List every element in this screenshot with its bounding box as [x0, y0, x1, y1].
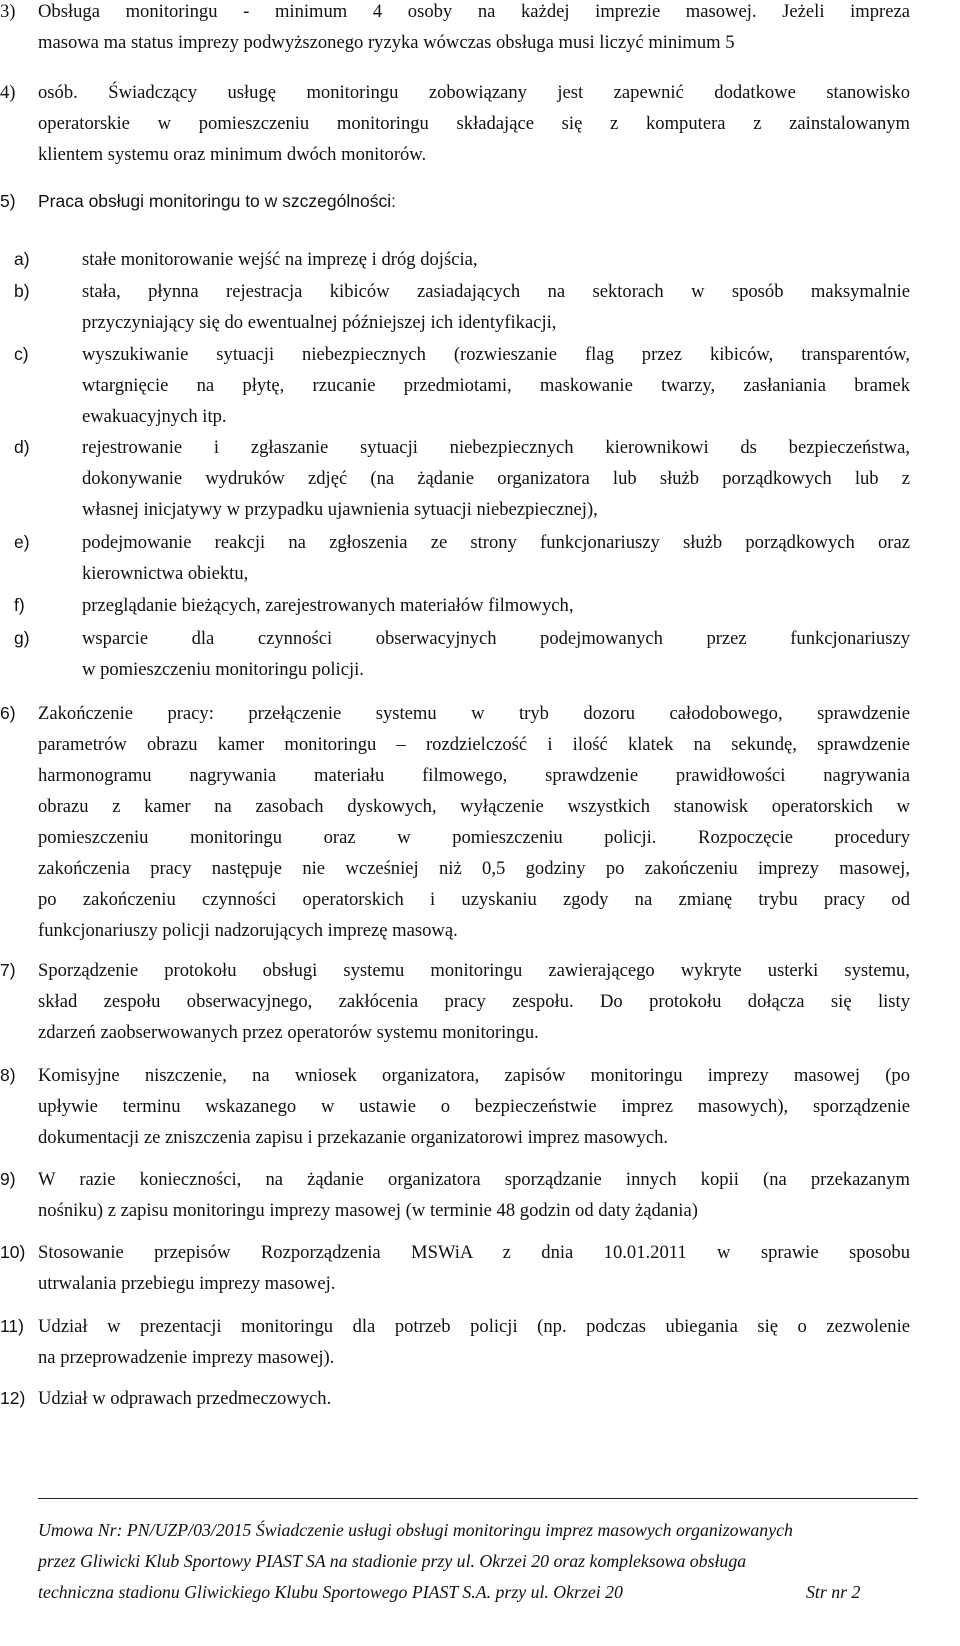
text-line: Zakończenie pracy: przełączenie systemu w tryb dozoru całodobowego, sprawdzenie	[38, 703, 910, 724]
text-line: upływie terminu wskazanego w ustawie o bezpieczeństwie imprez masowych), sporządzenie	[38, 1096, 910, 1117]
text-line: rejestrowanie i zgłaszanie sytuacji niebezpiecznych kierownikowi ds bezpieczeństwa,	[82, 437, 910, 458]
text-line: skład zespołu obserwacyjnego, zakłócenia pracy zespołu. Do protokołu dołącza się listy	[38, 991, 910, 1012]
text-line: Obsługa monitoringu - minimum 4 osoby na każdej imprezie masowej. Jeżeli impreza	[38, 1, 910, 22]
subitem-label-g: g)	[14, 628, 30, 648]
text-line: ewakuacyjnych itp.	[82, 406, 227, 427]
text-line: przyczyniający się do ewentualnej późniejszej ich identyfikacji,	[82, 312, 557, 333]
subitem-label-b: b)	[14, 281, 30, 301]
text-line: wsparcie dla czynności obserwacyjnych podejmowanych przez funkcjonariuszy	[82, 628, 910, 649]
footer-line-2: przez Gliwicki Klub Sportowy PIAST SA na stadionie przy ul. Okrzei 20 oraz kompleksowa obsługa	[38, 1551, 747, 1571]
text-line: dokumentacji ze zniszczenia zapisu i przekazanie organizatorowi imprez masowych.	[38, 1127, 669, 1148]
item-number: 6)	[0, 703, 16, 723]
footer-line-1: Umowa Nr: PN/UZP/03/2015 Świadczenie usługi obsługi monitoringu imprez masowych organizowanych	[38, 1520, 793, 1540]
text-line: osób. Świadczący usługę monitoringu zobowiązany jest zapewnić dodatkowe stanowisko	[38, 82, 910, 103]
text-line: własnej inicjatywy w przypadku ujawnienia sytuacji niebezpiecznej),	[82, 499, 598, 520]
text-line: funkcjonariuszy policji nadzorujących imprezę masową.	[38, 920, 458, 941]
text-line: obrazu z kamer na zasobach dyskowych, wyłączenie wszystkich stanowisk operatorskich w	[38, 796, 910, 817]
page-number: Str nr 2	[806, 1582, 861, 1602]
item-number: 3)	[0, 1, 16, 22]
text-line: stała, płynna rejestracja kibiców zasiadających na sektorach w sposób maksymalnie	[82, 281, 910, 302]
text-line: wyszukiwanie sytuacji niebezpiecznych (rozwieszanie flag przez kibiców, transparentów,	[82, 344, 910, 365]
text-line: Udział w prezentacji monitoringu dla potrzeb policji (np. podczas ubiegania się o zezwolenie	[38, 1316, 910, 1337]
text-line: dokonywanie wydruków zdjęć (na żądanie organizatora lub służb porządkowych lub z	[82, 468, 910, 489]
item-number: 9)	[0, 1169, 16, 1189]
text-line: Udział w odprawach przedmeczowych.	[38, 1388, 332, 1409]
text-line: operatorskie w pomieszczeniu monitoringu składające się z komputera z zainstalowanym	[38, 113, 910, 134]
footer-divider	[38, 1498, 918, 1499]
item-number: 11)	[0, 1316, 24, 1336]
subitem-label-d: d)	[14, 437, 30, 457]
text-line: harmonogramu nagrywania materiału filmowego, sprawdzenie prawidłowości nagrywania	[38, 765, 910, 786]
item-number: 4)	[0, 82, 16, 103]
text-line: klientem systemu oraz minimum dwóch monitorów.	[38, 144, 427, 165]
text-line: po zakończeniu czynności operatorskich i uzyskaniu zgody na zmianę trybu pracy od	[38, 889, 910, 910]
subitem-label-e: e)	[14, 532, 30, 552]
text-line: na przeprowadzenie imprezy masowej).	[38, 1347, 335, 1368]
text-line: wtargnięcie na płytę, rzucanie przedmiotami, maskowanie twarzy, zasłaniania bramek	[82, 375, 910, 396]
text-line: utrwalania przebiegu imprezy masowej.	[38, 1273, 336, 1294]
item-number: 10)	[0, 1242, 26, 1262]
text-line: w pomieszczeniu monitoringu policji.	[82, 659, 364, 680]
text-line: Sporządzenie protokołu obsługi systemu monitoringu zawierającego wykryte usterki systemu,	[38, 960, 910, 981]
text-line: zdarzeń zaobserwowanych przez operatorów systemu monitoringu.	[38, 1022, 539, 1043]
text-line: parametrów obrazu kamer monitoringu – rozdzielczość i ilość klatek na sekundę, sprawdzenie	[38, 734, 910, 755]
text-line: Stosowanie przepisów Rozporządzenia MSWiA z dnia 10.01.2011 w sprawie sposobu	[38, 1242, 910, 1263]
text-line: kierownictwa obiektu,	[82, 563, 249, 584]
text-line: podejmowanie reakcji na zgłoszenia ze strony funkcjonariuszy służb porządkowych oraz	[82, 532, 910, 553]
text-line: zakończenia pracy następuje nie wcześniej niż 0,5 godziny po zakończeniu imprezy masowej,	[38, 858, 910, 879]
text-line: pomieszczeniu monitoringu oraz w pomieszczeniu policji. Rozpoczęcie procedury	[38, 827, 910, 848]
item-number: 12)	[0, 1388, 26, 1408]
item-number: 7)	[0, 960, 16, 980]
item-number: 8)	[0, 1065, 16, 1085]
footer-line-3: techniczna stadionu Gliwickiego Klubu Sportowego PIAST S.A. przy ul. Okrzei 20	[38, 1582, 623, 1602]
subitem-label-a: a)	[14, 249, 30, 269]
text-line: stałe monitorowanie wejść na imprezę i dróg dojścia,	[82, 249, 478, 270]
text-line: Komisyjne niszczenie, na wniosek organizatora, zapisów monitoringu imprezy masowej (po	[38, 1065, 910, 1086]
text-line: masowa ma status imprezy podwyższonego ryzyka wówczas obsługa musi liczyć minimum 5	[38, 32, 735, 53]
text-line: W razie konieczności, na żądanie organizatora sporządzanie innych kopii (na przekazanym	[38, 1169, 910, 1190]
text-line: przeglądanie bieżących, zarejestrowanych materiałów filmowych,	[82, 595, 574, 616]
text-line: nośniku) z zapisu monitoringu imprezy masowej (w terminie 48 godzin od daty żądania)	[38, 1200, 698, 1221]
item-number: 5)	[0, 191, 16, 211]
document-page: 3) Obsługa monitoringu - minimum 4 osoby na każdej imprezie masowej. Jeżeli impreza masowa ma status imprezy podwyższonego ryzyka wówczas obsługa musi liczyć minimum 5 4) osób. Świadczący usługę monitoringu zobowiązany jest zapewnić dodatkowe stanowisko operatorskie w pomieszczeniu monitoringu składające się z komputera z zainstalowanym klientem systemu oraz minimum dwóch monitorów. 5) Praca obsługi monitoringu to w szczególności: a) stałe monitorowanie wejść na imprezę i dróg dojścia, b) stała, płynna rejestracja kibiców zasiadających na sektorach w sposób maksymalnie przyczyniający się do ewentualnej późniejszej ich identyfikacji, c) wyszukiwanie sytuacji niebezpiecznych (rozwieszanie flag przez kibiców, transparentów, wtargnięcie na płytę, rzucanie przedmiotami, maskowanie twarzy, zasłaniania bramek ewakuacyjnych itp. d) rejestrowanie i zgłaszanie sytuacji niebezpiecznych kierownikowi ds bezpieczeństwa, dokonywanie wydruków zdjęć (na żądanie organizatora lub służb porządkowych lub z własnej inicjatywy w przypadku ujawnienia sytuacji niebezpiecznej), e) podejmowanie reakcji na zgłoszenia ze strony funkcjonariuszy służb porządkowych oraz kierownictwa obiektu, f) przeglądanie bieżących, zarejestrowanych materiałów filmowych, g) wsparcie dla czynności obserwacyjnych podejmowanych przez funkcjonariuszy w pomieszczeniu monitoringu policji. 6) Zakończenie pracy: przełączenie systemu w tryb dozoru całodobowego, sprawdzenie parametrów obrazu kamer monitoringu – rozdzielczość i ilość klatek na sekundę, sprawdzenie harmonogramu nagrywania materiału filmowego, sprawdzenie prawidłowości nagrywania obrazu z kamer na zasobach dyskowych, wyłączenie wszystkich stanowisk operatorskich w pomieszczeniu monitoringu oraz w pomieszczeniu policji. Rozpoczęcie procedury zakończenia pracy następuje nie wcześniej niż 0,5 godziny po zakończeniu imprezy masowej, po zakończeniu czynności operatorskich i uzyskaniu zgody na zmianę trybu pracy od funkcjonariuszy policji nadzorujących imprezę masową. 7) Sporządzenie protokołu obsługi systemu monitoringu zawierającego wykryte usterki systemu, skład zespołu obserwacyjnego, zakłócenia pracy zespołu. Do protokołu dołącza się listy zdarzeń zaobserwowanych przez operatorów systemu monitoringu. 8) Komisyjne niszczenie, na wniosek organizatora, zapisów monitoringu imprezy masowej (po upływie terminu wskazanego w ustawie o bezpieczeństwie imprez masowych), sporządzenie dokumentacji ze zniszczenia zapisu i przekazanie organizatorowi imprez masowych. 9) W razie konieczności, na żądanie organizatora sporządzanie innych kopii (na przekazanym nośniku) z zapisu monitoringu imprezy masowej (w terminie 48 godzin od daty żądania) 10) Stosowanie przepisów Rozporządzenia MSWiA z dnia 10.01.2011 w sprawie sposobu utrwalania przebiegu imprezy masowej. 11) Udział w prezentacji monitoringu dla potrzeb policji (np. podczas ubiegania się o zezwolenie na przeprowadzenie imprezy masowej). 12) Udział w odprawach przedmeczowych. Umowa Nr: PN/UZP/03/2015 Świadczenie usługi obsługi monitoringu imprez masowych organizowanych przez Gliwicki Klub Sportowy PIAST SA na stadionie przy ul. Okrzei 20 oraz kompleksowa obsługa techniczna stadionu Gliwickiego Klubu Sportowego PIAST S.A. przy ul. Okrzei 20 Str nr 2	[0, 0, 960, 1646]
subitem-label-c: c)	[14, 344, 29, 364]
subitem-label-f: f)	[14, 595, 25, 615]
